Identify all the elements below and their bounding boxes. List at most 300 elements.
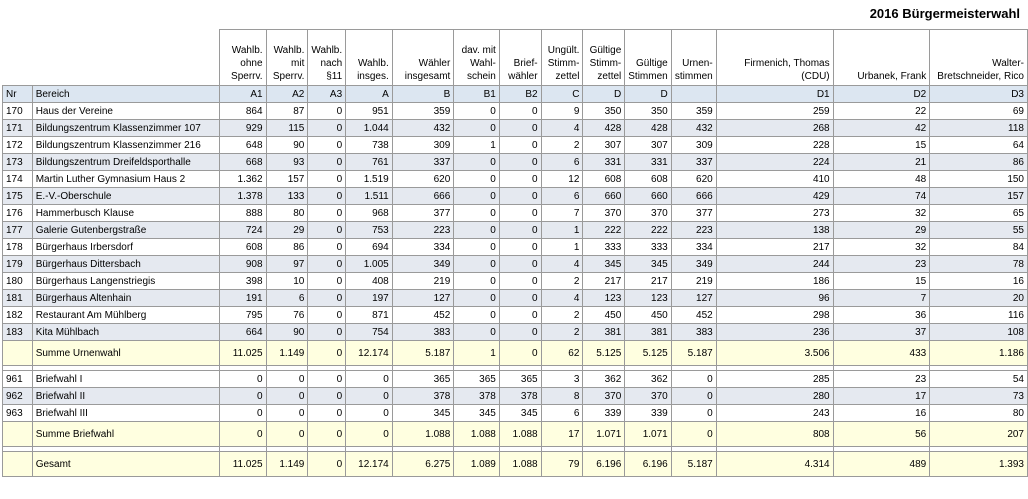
cell-value: 1.149 bbox=[266, 341, 308, 366]
cell-value: 1.088 bbox=[499, 452, 541, 477]
column-header: Ungült. Stimm-zettel bbox=[541, 30, 583, 86]
cell-value: 17 bbox=[541, 422, 583, 447]
cell-value: 0 bbox=[266, 388, 308, 405]
cell-value: 268 bbox=[716, 120, 833, 137]
cell-value: 217 bbox=[716, 239, 833, 256]
cell-value: 12.174 bbox=[346, 452, 393, 477]
cell-value: 22 bbox=[833, 103, 930, 120]
cell-value: 365 bbox=[499, 371, 541, 388]
cell-value: 0 bbox=[308, 137, 346, 154]
cell-value: 219 bbox=[671, 273, 716, 290]
cell-value: 56 bbox=[833, 422, 930, 447]
cell-value: 4 bbox=[541, 120, 583, 137]
cell-value: 5.125 bbox=[583, 341, 625, 366]
cell-nr: 171 bbox=[3, 120, 33, 137]
cell-value: 87 bbox=[266, 103, 308, 120]
cell-value: 2 bbox=[541, 137, 583, 154]
cell-nr: 182 bbox=[3, 307, 33, 324]
cell-value: 298 bbox=[716, 307, 833, 324]
cell-value: 12 bbox=[541, 171, 583, 188]
cell-value: 0 bbox=[266, 422, 308, 447]
cell-value: 6 bbox=[266, 290, 308, 307]
cell-value: 64 bbox=[930, 137, 1028, 154]
cell-value: 280 bbox=[716, 388, 833, 405]
cell-value: 362 bbox=[625, 371, 671, 388]
cell-value: 307 bbox=[583, 137, 625, 154]
cell-value: 55 bbox=[930, 222, 1028, 239]
column-code bbox=[671, 86, 716, 103]
cell-nr: 172 bbox=[3, 137, 33, 154]
cell-value: 0 bbox=[499, 341, 541, 366]
column-header: Brief-wähler bbox=[499, 30, 541, 86]
cell-value: 0 bbox=[499, 120, 541, 137]
cell-value: 660 bbox=[583, 188, 625, 205]
cell-value: 1.044 bbox=[346, 120, 393, 137]
cell-value: 6 bbox=[541, 154, 583, 171]
cell-bereich: Haus der Vereine bbox=[32, 103, 219, 120]
column-header-row bbox=[3, 30, 1028, 86]
cell-value: 5.125 bbox=[625, 341, 671, 366]
summary-row bbox=[3, 422, 1028, 447]
cell-value: 331 bbox=[625, 154, 671, 171]
cell-value: 3.506 bbox=[716, 341, 833, 366]
cell-value: 217 bbox=[625, 273, 671, 290]
cell-value: 0 bbox=[308, 371, 346, 388]
column-code: D3 bbox=[930, 86, 1028, 103]
cell-value: 16 bbox=[833, 405, 930, 422]
cell-value: 433 bbox=[833, 341, 930, 366]
cell-value: 377 bbox=[392, 205, 454, 222]
table-row bbox=[3, 188, 1028, 205]
cell-value: 127 bbox=[671, 290, 716, 307]
cell-nr: 961 bbox=[3, 371, 33, 388]
cell-value: 410 bbox=[716, 171, 833, 188]
cell-bereich: Kita Mühlbach bbox=[32, 324, 219, 341]
page-title: 2016 Bürgermeisterwahl bbox=[869, 6, 1020, 21]
cell-value: 608 bbox=[219, 239, 266, 256]
cell-value: 383 bbox=[671, 324, 716, 341]
cell-value: 381 bbox=[625, 324, 671, 341]
cell-value: 32 bbox=[833, 239, 930, 256]
cell-value: 0 bbox=[499, 137, 541, 154]
cell-value: 753 bbox=[346, 222, 393, 239]
table-row bbox=[3, 103, 1028, 120]
cell-value: 808 bbox=[716, 422, 833, 447]
cell-value: 157 bbox=[266, 171, 308, 188]
cell-nr: 179 bbox=[3, 256, 33, 273]
cell-value: 86 bbox=[266, 239, 308, 256]
cell-value: 65 bbox=[930, 205, 1028, 222]
cell-value: 871 bbox=[346, 307, 393, 324]
cell-nr bbox=[3, 341, 33, 366]
cell-value: 0 bbox=[308, 273, 346, 290]
column-code: A2 bbox=[266, 86, 308, 103]
cell-value: 138 bbox=[716, 222, 833, 239]
cell-value: 668 bbox=[219, 154, 266, 171]
cell-value: 10 bbox=[266, 273, 308, 290]
cell-value: 15 bbox=[833, 137, 930, 154]
cell-value: 0 bbox=[454, 324, 500, 341]
cell-value: 378 bbox=[499, 388, 541, 405]
cell-value: 0 bbox=[454, 256, 500, 273]
cell-bereich: Bürgerhaus Dittersbach bbox=[32, 256, 219, 273]
cell-value: 365 bbox=[454, 371, 500, 388]
cell-value: 3 bbox=[541, 371, 583, 388]
cell-nr: 181 bbox=[3, 290, 33, 307]
cell-value: 6 bbox=[541, 405, 583, 422]
cell-value: 0 bbox=[499, 103, 541, 120]
cell-value: 0 bbox=[266, 405, 308, 422]
cell-value: 377 bbox=[671, 205, 716, 222]
cell-value: 9 bbox=[541, 103, 583, 120]
header-blank bbox=[32, 30, 219, 86]
cell-value: 7 bbox=[833, 290, 930, 307]
cell-value: 1 bbox=[454, 137, 500, 154]
cell-value: 452 bbox=[392, 307, 454, 324]
cell-value: 223 bbox=[671, 222, 716, 239]
results-table bbox=[2, 29, 1028, 477]
cell-value: 197 bbox=[346, 290, 393, 307]
column-code: B bbox=[392, 86, 454, 103]
cell-value: 115 bbox=[266, 120, 308, 137]
cell-value: 0 bbox=[454, 273, 500, 290]
cell-value: 1.005 bbox=[346, 256, 393, 273]
cell-value: 0 bbox=[308, 188, 346, 205]
column-header: Urnen-stimmen bbox=[671, 30, 716, 86]
cell-value: 29 bbox=[266, 222, 308, 239]
cell-value: 80 bbox=[930, 405, 1028, 422]
cell-value: 8 bbox=[541, 388, 583, 405]
column-header: dav. mit Wahl-schein bbox=[454, 30, 500, 86]
cell-value: 664 bbox=[219, 324, 266, 341]
cell-value: 97 bbox=[266, 256, 308, 273]
table-row bbox=[3, 154, 1028, 171]
cell-value: 331 bbox=[583, 154, 625, 171]
column-header: Wahlb. insges. bbox=[346, 30, 393, 86]
table-row bbox=[3, 222, 1028, 239]
cell-value: 118 bbox=[930, 120, 1028, 137]
cell-nr: 178 bbox=[3, 239, 33, 256]
cell-value: 76 bbox=[266, 307, 308, 324]
cell-value: 383 bbox=[392, 324, 454, 341]
cell-value: 42 bbox=[833, 120, 930, 137]
cell-value: 90 bbox=[266, 324, 308, 341]
cell-value: 6.196 bbox=[583, 452, 625, 477]
cell-value: 1.088 bbox=[499, 422, 541, 447]
cell-nr: 183 bbox=[3, 324, 33, 341]
cell-value: 0 bbox=[308, 422, 346, 447]
cell-bereich: Restaurant Am Mühlberg bbox=[32, 307, 219, 324]
cell-value: 259 bbox=[716, 103, 833, 120]
table-row bbox=[3, 273, 1028, 290]
cell-value: 307 bbox=[625, 137, 671, 154]
cell-value: 79 bbox=[541, 452, 583, 477]
cell-value: 4 bbox=[541, 256, 583, 273]
column-code: A1 bbox=[219, 86, 266, 103]
cell-nr: 962 bbox=[3, 388, 33, 405]
cell-bereich: Briefwahl III bbox=[32, 405, 219, 422]
cell-value: 694 bbox=[346, 239, 393, 256]
column-header: Wahlb. ohne Sperrv. bbox=[219, 30, 266, 86]
cell-value: 450 bbox=[625, 307, 671, 324]
cell-value: 222 bbox=[625, 222, 671, 239]
cell-value: 80 bbox=[266, 205, 308, 222]
column-header: Gültige Stimmen bbox=[625, 30, 671, 86]
cell-value: 0 bbox=[499, 171, 541, 188]
cell-value: 0 bbox=[219, 422, 266, 447]
cell-value: 0 bbox=[308, 205, 346, 222]
cell-value: 0 bbox=[346, 422, 393, 447]
cell-value: 0 bbox=[499, 273, 541, 290]
column-code: D bbox=[583, 86, 625, 103]
cell-value: 0 bbox=[308, 290, 346, 307]
cell-value: 116 bbox=[930, 307, 1028, 324]
cell-value: 0 bbox=[499, 188, 541, 205]
cell-value: 123 bbox=[583, 290, 625, 307]
cell-value: 273 bbox=[716, 205, 833, 222]
cell-bereich: Bürgerhaus Altenhain bbox=[32, 290, 219, 307]
table-row bbox=[3, 307, 1028, 324]
column-code: B2 bbox=[499, 86, 541, 103]
cell-value: 73 bbox=[930, 388, 1028, 405]
cell-value: 754 bbox=[346, 324, 393, 341]
cell-nr bbox=[3, 452, 33, 477]
summary-row bbox=[3, 452, 1028, 477]
cell-value: 0 bbox=[308, 405, 346, 422]
cell-value: 2 bbox=[541, 324, 583, 341]
cell-value: 223 bbox=[392, 222, 454, 239]
cell-value: 17 bbox=[833, 388, 930, 405]
cell-value: 5.187 bbox=[671, 452, 716, 477]
cell-value: 1.149 bbox=[266, 452, 308, 477]
table-row bbox=[3, 405, 1028, 422]
cell-nr: 963 bbox=[3, 405, 33, 422]
cell-value: 0 bbox=[454, 307, 500, 324]
cell-value: 2 bbox=[541, 273, 583, 290]
cell-value: 0 bbox=[219, 371, 266, 388]
cell-value: 157 bbox=[930, 188, 1028, 205]
cell-value: 224 bbox=[716, 154, 833, 171]
table-row bbox=[3, 388, 1028, 405]
header-blank bbox=[3, 30, 33, 86]
cell-bereich: Bildungszentrum Klassenzimmer 216 bbox=[32, 137, 219, 154]
cell-value: 0 bbox=[671, 388, 716, 405]
cell-value: 1.519 bbox=[346, 171, 393, 188]
cell-value: 0 bbox=[308, 171, 346, 188]
cell-value: 191 bbox=[219, 290, 266, 307]
cell-value: 127 bbox=[392, 290, 454, 307]
cell-value: 795 bbox=[219, 307, 266, 324]
cell-value: 951 bbox=[346, 103, 393, 120]
cell-value: 0 bbox=[499, 222, 541, 239]
cell-value: 738 bbox=[346, 137, 393, 154]
cell-value: 123 bbox=[625, 290, 671, 307]
cell-value: 1.378 bbox=[219, 188, 266, 205]
cell-value: 432 bbox=[671, 120, 716, 137]
cell-value: 1.393 bbox=[930, 452, 1028, 477]
cell-value: 333 bbox=[625, 239, 671, 256]
cell-value: 1.362 bbox=[219, 171, 266, 188]
cell-bereich: Bürgerhaus Irbersdorf bbox=[32, 239, 219, 256]
cell-value: 21 bbox=[833, 154, 930, 171]
cell-value: 4.314 bbox=[716, 452, 833, 477]
cell-value: 0 bbox=[308, 307, 346, 324]
cell-value: 0 bbox=[499, 154, 541, 171]
cell-bereich: Bürgerhaus Langenstriegis bbox=[32, 273, 219, 290]
cell-value: 761 bbox=[346, 154, 393, 171]
cell-value: 23 bbox=[833, 371, 930, 388]
cell-value: 0 bbox=[454, 290, 500, 307]
cell-value: 888 bbox=[219, 205, 266, 222]
cell-value: 4 bbox=[541, 290, 583, 307]
cell-value: 333 bbox=[583, 239, 625, 256]
cell-value: 0 bbox=[219, 405, 266, 422]
column-code: A3 bbox=[308, 86, 346, 103]
cell-value: 337 bbox=[671, 154, 716, 171]
cell-value: 217 bbox=[583, 273, 625, 290]
cell-value: 0 bbox=[499, 239, 541, 256]
cell-value: 345 bbox=[392, 405, 454, 422]
cell-value: 452 bbox=[671, 307, 716, 324]
header-nr: Nr bbox=[3, 86, 33, 103]
cell-value: 11.025 bbox=[219, 452, 266, 477]
cell-value: 243 bbox=[716, 405, 833, 422]
cell-value: 381 bbox=[583, 324, 625, 341]
cell-bereich: Summe Urnenwahl bbox=[32, 341, 219, 366]
table-row bbox=[3, 239, 1028, 256]
cell-value: 0 bbox=[308, 239, 346, 256]
cell-value: 608 bbox=[625, 171, 671, 188]
cell-value: 0 bbox=[454, 103, 500, 120]
cell-value: 1 bbox=[541, 239, 583, 256]
column-header: Walter-Bretschneider, Rico bbox=[930, 30, 1028, 86]
cell-value: 219 bbox=[392, 273, 454, 290]
cell-value: 0 bbox=[454, 205, 500, 222]
cell-value: 724 bbox=[219, 222, 266, 239]
cell-value: 1.186 bbox=[930, 341, 1028, 366]
table-row bbox=[3, 205, 1028, 222]
cell-value: 1.088 bbox=[454, 422, 500, 447]
column-code: A bbox=[346, 86, 393, 103]
cell-value: 0 bbox=[266, 371, 308, 388]
cell-value: 378 bbox=[454, 388, 500, 405]
cell-value: 32 bbox=[833, 205, 930, 222]
column-header: Wahlb. mit Sperrv. bbox=[266, 30, 308, 86]
cell-value: 36 bbox=[833, 307, 930, 324]
cell-value: 350 bbox=[583, 103, 625, 120]
cell-value: 96 bbox=[716, 290, 833, 307]
cell-value: 86 bbox=[930, 154, 1028, 171]
cell-value: 37 bbox=[833, 324, 930, 341]
cell-value: 666 bbox=[671, 188, 716, 205]
cell-value: 0 bbox=[308, 452, 346, 477]
cell-value: 620 bbox=[671, 171, 716, 188]
cell-value: 666 bbox=[392, 188, 454, 205]
cell-value: 90 bbox=[266, 137, 308, 154]
cell-value: 1.089 bbox=[454, 452, 500, 477]
cell-value: 1.071 bbox=[625, 422, 671, 447]
cell-value: 345 bbox=[625, 256, 671, 273]
cell-value: 1.071 bbox=[583, 422, 625, 447]
cell-value: 0 bbox=[671, 405, 716, 422]
cell-value: 0 bbox=[454, 239, 500, 256]
header-bereich: Bereich bbox=[32, 86, 219, 103]
column-header: Urbanek, Frank bbox=[833, 30, 930, 86]
cell-value: 0 bbox=[671, 422, 716, 447]
cell-value: 108 bbox=[930, 324, 1028, 341]
cell-value: 428 bbox=[583, 120, 625, 137]
cell-value: 6.196 bbox=[625, 452, 671, 477]
cell-value: 228 bbox=[716, 137, 833, 154]
table-row bbox=[3, 371, 1028, 388]
cell-value: 370 bbox=[625, 205, 671, 222]
cell-value: 62 bbox=[541, 341, 583, 366]
cell-value: 0 bbox=[346, 388, 393, 405]
cell-value: 334 bbox=[671, 239, 716, 256]
cell-value: 2 bbox=[541, 307, 583, 324]
cell-value: 337 bbox=[392, 154, 454, 171]
cell-value: 489 bbox=[833, 452, 930, 477]
cell-nr: 177 bbox=[3, 222, 33, 239]
cell-value: 429 bbox=[716, 188, 833, 205]
cell-value: 334 bbox=[392, 239, 454, 256]
cell-value: 7 bbox=[541, 205, 583, 222]
cell-value: 93 bbox=[266, 154, 308, 171]
cell-value: 0 bbox=[499, 256, 541, 273]
cell-value: 244 bbox=[716, 256, 833, 273]
cell-value: 12.174 bbox=[346, 341, 393, 366]
cell-value: 0 bbox=[308, 388, 346, 405]
cell-value: 20 bbox=[930, 290, 1028, 307]
cell-value: 408 bbox=[346, 273, 393, 290]
cell-value: 370 bbox=[625, 388, 671, 405]
cell-value: 0 bbox=[308, 154, 346, 171]
cell-value: 908 bbox=[219, 256, 266, 273]
cell-nr: 174 bbox=[3, 171, 33, 188]
cell-value: 150 bbox=[930, 171, 1028, 188]
cell-value: 432 bbox=[392, 120, 454, 137]
table-row bbox=[3, 290, 1028, 307]
cell-value: 309 bbox=[392, 137, 454, 154]
cell-bereich: Briefwahl II bbox=[32, 388, 219, 405]
cell-value: 84 bbox=[930, 239, 1028, 256]
column-header: Gültige Stimm-zettel bbox=[583, 30, 625, 86]
column-code: C bbox=[541, 86, 583, 103]
cell-value: 0 bbox=[308, 256, 346, 273]
cell-value: 608 bbox=[583, 171, 625, 188]
cell-bereich: Summe Briefwahl bbox=[32, 422, 219, 447]
cell-value: 0 bbox=[308, 103, 346, 120]
column-header: Firmenich, Thomas (CDU) bbox=[716, 30, 833, 86]
cell-value: 0 bbox=[454, 120, 500, 137]
cell-value: 48 bbox=[833, 171, 930, 188]
cell-value: 0 bbox=[346, 405, 393, 422]
cell-value: 349 bbox=[392, 256, 454, 273]
column-code: B1 bbox=[454, 86, 500, 103]
cell-value: 362 bbox=[583, 371, 625, 388]
cell-nr: 173 bbox=[3, 154, 33, 171]
cell-value: 0 bbox=[499, 324, 541, 341]
cell-nr bbox=[3, 422, 33, 447]
cell-value: 23 bbox=[833, 256, 930, 273]
cell-value: 285 bbox=[716, 371, 833, 388]
cell-value: 222 bbox=[583, 222, 625, 239]
cell-value: 620 bbox=[392, 171, 454, 188]
cell-value: 968 bbox=[346, 205, 393, 222]
cell-value: 0 bbox=[454, 154, 500, 171]
cell-value: 6 bbox=[541, 188, 583, 205]
cell-value: 0 bbox=[308, 341, 346, 366]
